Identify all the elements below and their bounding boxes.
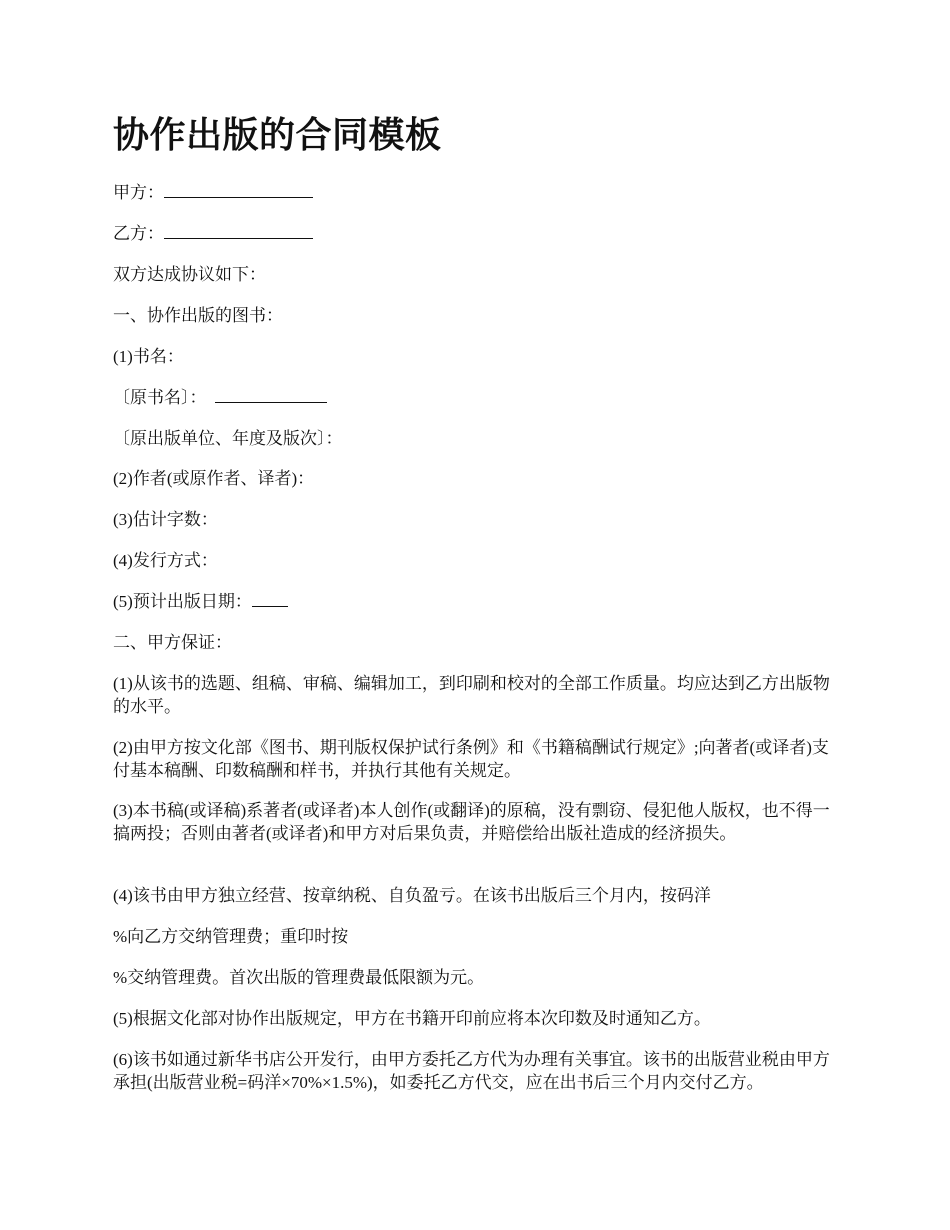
guarantee-item-2: (2)由甲方按文化部《图书、期刊版权保护试行条例》和《书籍稿酬试行规定》;向著者(或译者)支付基本稿酬、印数稿酬和样书，并执行其他有关规定。 bbox=[113, 738, 829, 780]
original-title-blank bbox=[215, 386, 327, 403]
original-publisher-item: 〔原出版单位、年度及版次〕： bbox=[113, 429, 343, 448]
original-title-label: 〔原书名〕： bbox=[113, 388, 207, 407]
intro-paragraph: 双方达成协议如下： bbox=[113, 265, 266, 284]
guarantee-item-3: (3)本书稿(或译稿)系著者(或译者)本人创作(或翻译)的原稿，没有剽窃、侵犯他人版权，也不得一搞两投；否则由著者(或译者)和甲方对后果负责，并赔偿给出版社造成的经济损失。 bbox=[113, 801, 830, 843]
publish-date-label: (5)预计出版日期： bbox=[113, 592, 252, 611]
guarantee-item-6: (6)该书如通过新华书店公开发行，由甲方委托乙方代为办理有关事宜。该书的出版营业税由甲方承担(出版营业税=码洋×70%×1.5%)，如委托乙方代交，应在出书后三个月内交付乙方。 bbox=[113, 1050, 830, 1092]
word-count-item: (3)估计字数： bbox=[113, 510, 218, 529]
author-item: (2)作者(或原作者、译者)： bbox=[113, 469, 315, 488]
party-b-label: 乙方： bbox=[113, 224, 164, 243]
party-a-label: 甲方： bbox=[113, 183, 164, 202]
document-title: 协作出版的合同模板 bbox=[113, 115, 442, 156]
party-b-line bbox=[113, 222, 838, 245]
guarantee-item-5: (5)根据文化部对协作出版规定，甲方在书籍开印前应将本次印数及时通知乙方。 bbox=[113, 1009, 711, 1028]
guarantee-item-4b: %向乙方交纳管理费；重印时按 bbox=[113, 927, 349, 946]
guarantee-item-4a: (4)该书由甲方独立经营、按章纳税、自负盈亏。在该书出版后三个月内，按码洋 bbox=[113, 886, 711, 905]
original-title-line bbox=[113, 386, 838, 409]
party-a-line bbox=[113, 181, 838, 204]
party-b-blank bbox=[164, 222, 313, 239]
section1-heading: 一、协作出版的图书： bbox=[113, 306, 283, 325]
distribution-item: (4)发行方式： bbox=[113, 551, 218, 570]
guarantee-item-1: (1)从该书的选题、组稿、审稿、编辑加工，到印刷和校对的全部工作质量。均应达到乙方出版物的水平。 bbox=[113, 674, 830, 716]
party-a-blank bbox=[164, 181, 313, 198]
book-title-item: (1)书名： bbox=[113, 347, 184, 366]
publish-date-blank bbox=[252, 590, 288, 607]
guarantee-item-4c: %交纳管理费。首次出版的管理费最低限额为元。 bbox=[113, 968, 485, 987]
section2-heading: 二、甲方保证： bbox=[113, 633, 232, 652]
publish-date-line bbox=[113, 590, 838, 613]
